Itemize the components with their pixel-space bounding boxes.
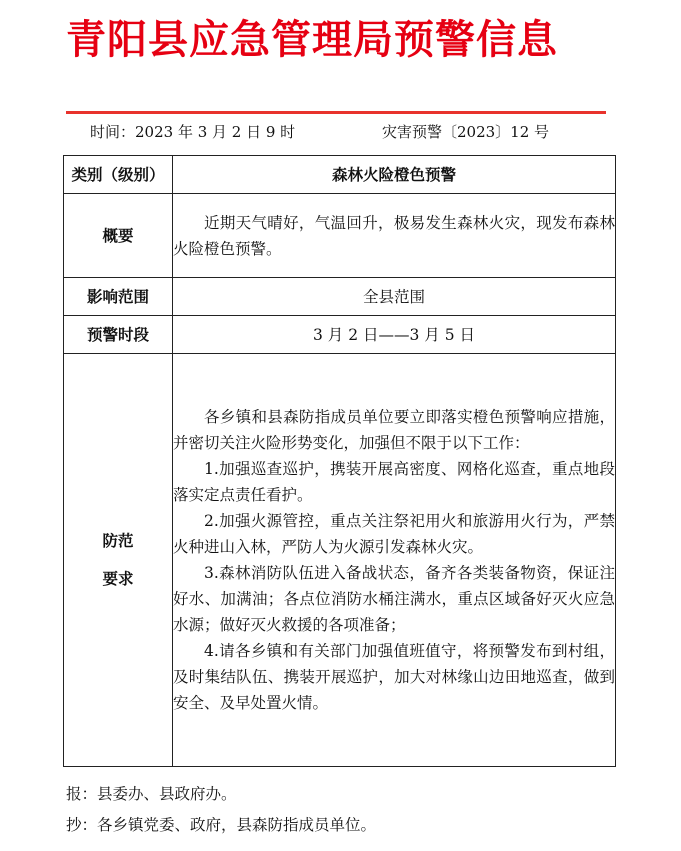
- report-to-line: 报：县委办、县政府办。: [66, 785, 237, 803]
- document-title: 青阳县应急管理局预警信息: [66, 17, 558, 63]
- scope-row: [64, 278, 616, 316]
- scope-label: 影响范围: [64, 278, 173, 316]
- copy-to-line: 抄：各乡镇党委、政府，县森防指成员单位。: [66, 816, 377, 834]
- requirements-label: [64, 354, 173, 767]
- category-label: 类别（级别）: [64, 156, 173, 194]
- requirements-intro: 各乡镇和县森防指成员单位要立即落实橙色预警响应措施，并密切关注火险形势变化，加强但不限于以下工作：: [173, 408, 615, 452]
- summary-text: 近期天气晴好，气温回升，极易发生森林火灾，现发布森林火险橙色预警。: [173, 213, 615, 258]
- category-value: 森林火险橙色预警: [173, 156, 616, 194]
- summary-cell: [173, 194, 616, 278]
- period-label: 预警时段: [64, 316, 173, 354]
- scope-value: 全县范围: [173, 278, 616, 316]
- requirement-item-2: 2.加强火源管控，重点关注祭祀用火和旅游用火行为，严禁火种进山入林，严防人为火源引发森林火灾。: [173, 512, 615, 556]
- requirements-row: [64, 354, 616, 767]
- summary-label: 概要: [64, 194, 173, 278]
- category-row: [64, 156, 616, 194]
- requirement-item-1: 1.加强巡查巡护，携装开展高密度、网格化巡查，重点地段落实定点责任看护。: [173, 460, 615, 504]
- warning-info-table: [63, 155, 616, 767]
- red-divider-line: [66, 111, 606, 114]
- requirements-cell: [173, 354, 616, 767]
- summary-row: [64, 194, 616, 278]
- requirement-item-4: 4.请各乡镇和有关部门加强值班值守，将预警发布到村组，及时集结队伍、携装开展巡护，加大对林缘山边田地巡查，做到安全、及早处置火情。: [173, 642, 615, 712]
- period-row: [64, 316, 616, 354]
- period-value: 3 月 2 日——3 月 5 日: [173, 316, 616, 354]
- requirements-label-line2: 要求: [102, 570, 134, 588]
- issue-time: 时间：2023 年 3 月 2 日 9 时: [90, 123, 296, 141]
- requirement-item-3: 3.森林消防队伍进入备战状态，备齐各类装备物资，保证注好水、加满油；各点位消防水桶注满水，重点区域备好灭火应急水源；做好灭火救援的各项准备；: [173, 564, 615, 634]
- requirements-label-line1: 防范: [102, 532, 134, 550]
- warning-number: 灾害预警〔2023〕12 号: [382, 123, 550, 141]
